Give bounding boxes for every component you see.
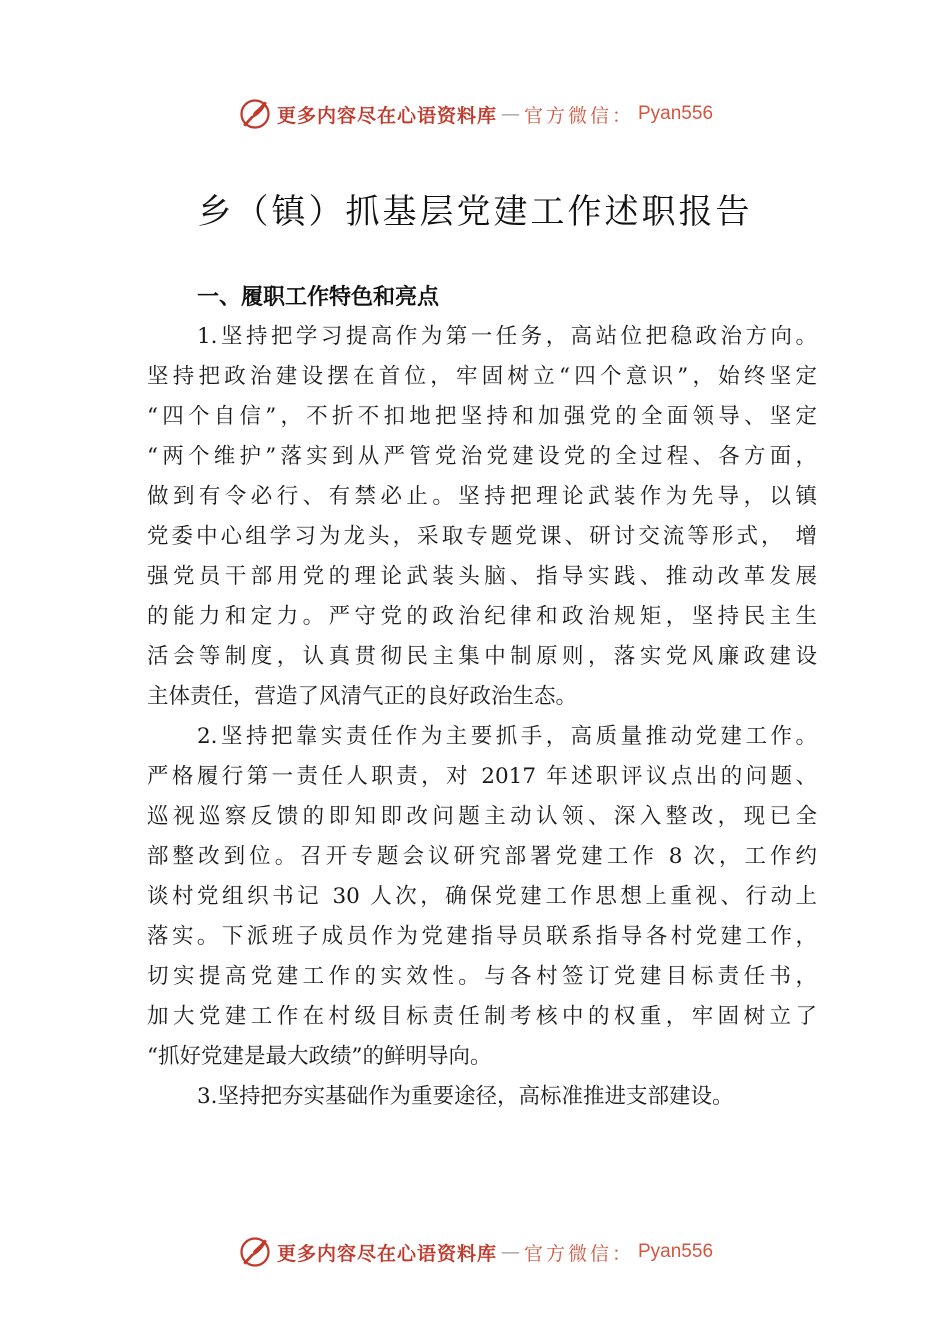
watermark-brand: 更多内容尽在心语资料库 [276, 104, 497, 127]
watermark-handle: Pyan556 [638, 103, 714, 124]
paragraph-line: 的能力和定力。严守党的政治纪律和政治规矩，坚持民主生 [147, 604, 817, 629]
paragraph-line: 党委中心组学习为龙头，采取专题党课、研讨交流等形式， 增 [147, 524, 817, 549]
paragraph-line: “四个自信”，不折不扣地把坚持和加强党的全面领导、坚定 [147, 404, 817, 429]
paragraph-line: 严格履行第一责任人职责，对 2017 年述职评议点出的问题、 [147, 764, 817, 789]
paragraph-2 [147, 717, 817, 1077]
watermark-handle: Pyan556 [638, 1241, 714, 1262]
watermark-wechat-label: 官方微信： [523, 1242, 634, 1265]
paragraph-line: 加大党建工作在村级目标责任制考核中的权重，牢固树立了 [147, 1004, 817, 1029]
paragraph-line: 坚持把政治建设摆在首位，牢固树立“四个意识”，始终坚定 [147, 364, 817, 389]
watermark-dash: — [500, 103, 520, 125]
watermark-brand: 更多内容尽在心语资料库 [276, 1242, 497, 1265]
paragraph-line: 主体责任，营造了风清气正的良好政治生态。 [147, 684, 578, 709]
section-heading: 一、履职工作特色和亮点 [197, 285, 440, 310]
paragraph-line: “抓好党建是最大政绩”的鲜明导向。 [147, 1044, 492, 1069]
paragraph-line: 切实提高党建工作的实效性。与各村签订党建目标责任书， [147, 964, 817, 989]
paragraph-line: 3.坚持把夯实基础作为重要途径，高标准推进支部建设。 [197, 1084, 734, 1109]
paragraph-line: 做到有令必行、有禁必止。坚持把理论武装作为先导，以镇 [147, 484, 817, 509]
watermark-wechat-label: 官方微信： [523, 104, 634, 127]
paragraph-line: 活会等制度，认真贯彻民主集中制原则，落实党风廉政建设 [147, 644, 817, 669]
paragraph-line: 2.坚持把靠实责任作为主要抓手，高质量推动党建工作。 [197, 724, 817, 749]
paragraph-line: “两个维护”落实到从严管党治党建设党的全过程、各方面， [147, 444, 817, 469]
document-title: 乡（镇）抓基层党建工作述职报告 [197, 192, 753, 232]
watermark-banner-top [0, 94, 950, 134]
document-body [147, 317, 817, 1117]
paragraph-3 [147, 1077, 817, 1117]
quill-seal-icon [237, 96, 273, 132]
paragraph-line: 1.坚持把学习提高作为第一任务，高站位把稳政治方向。 [197, 324, 817, 349]
paragraph-line: 部整改到位。召开专题会议研究部署党建工作 8 次，工作约 [147, 844, 817, 869]
paragraph-line: 巡视巡察反馈的即知即改问题主动认领、深入整改，现已全 [147, 804, 817, 829]
watermark-dash: — [500, 1241, 520, 1263]
watermark-banner-bottom [0, 1232, 950, 1272]
paragraph-line: 落实。下派班子成员作为党建指导员联系指导各村党建工作， [147, 924, 817, 949]
paragraph-line: 强党员干部用党的理论武装头脑、指导实践、推动改革发展 [147, 564, 817, 589]
paragraph-line: 谈村党组织书记 30 人次，确保党建工作思想上重视、行动上 [147, 884, 817, 909]
quill-seal-icon [237, 1234, 273, 1270]
paragraph-1 [147, 317, 817, 717]
